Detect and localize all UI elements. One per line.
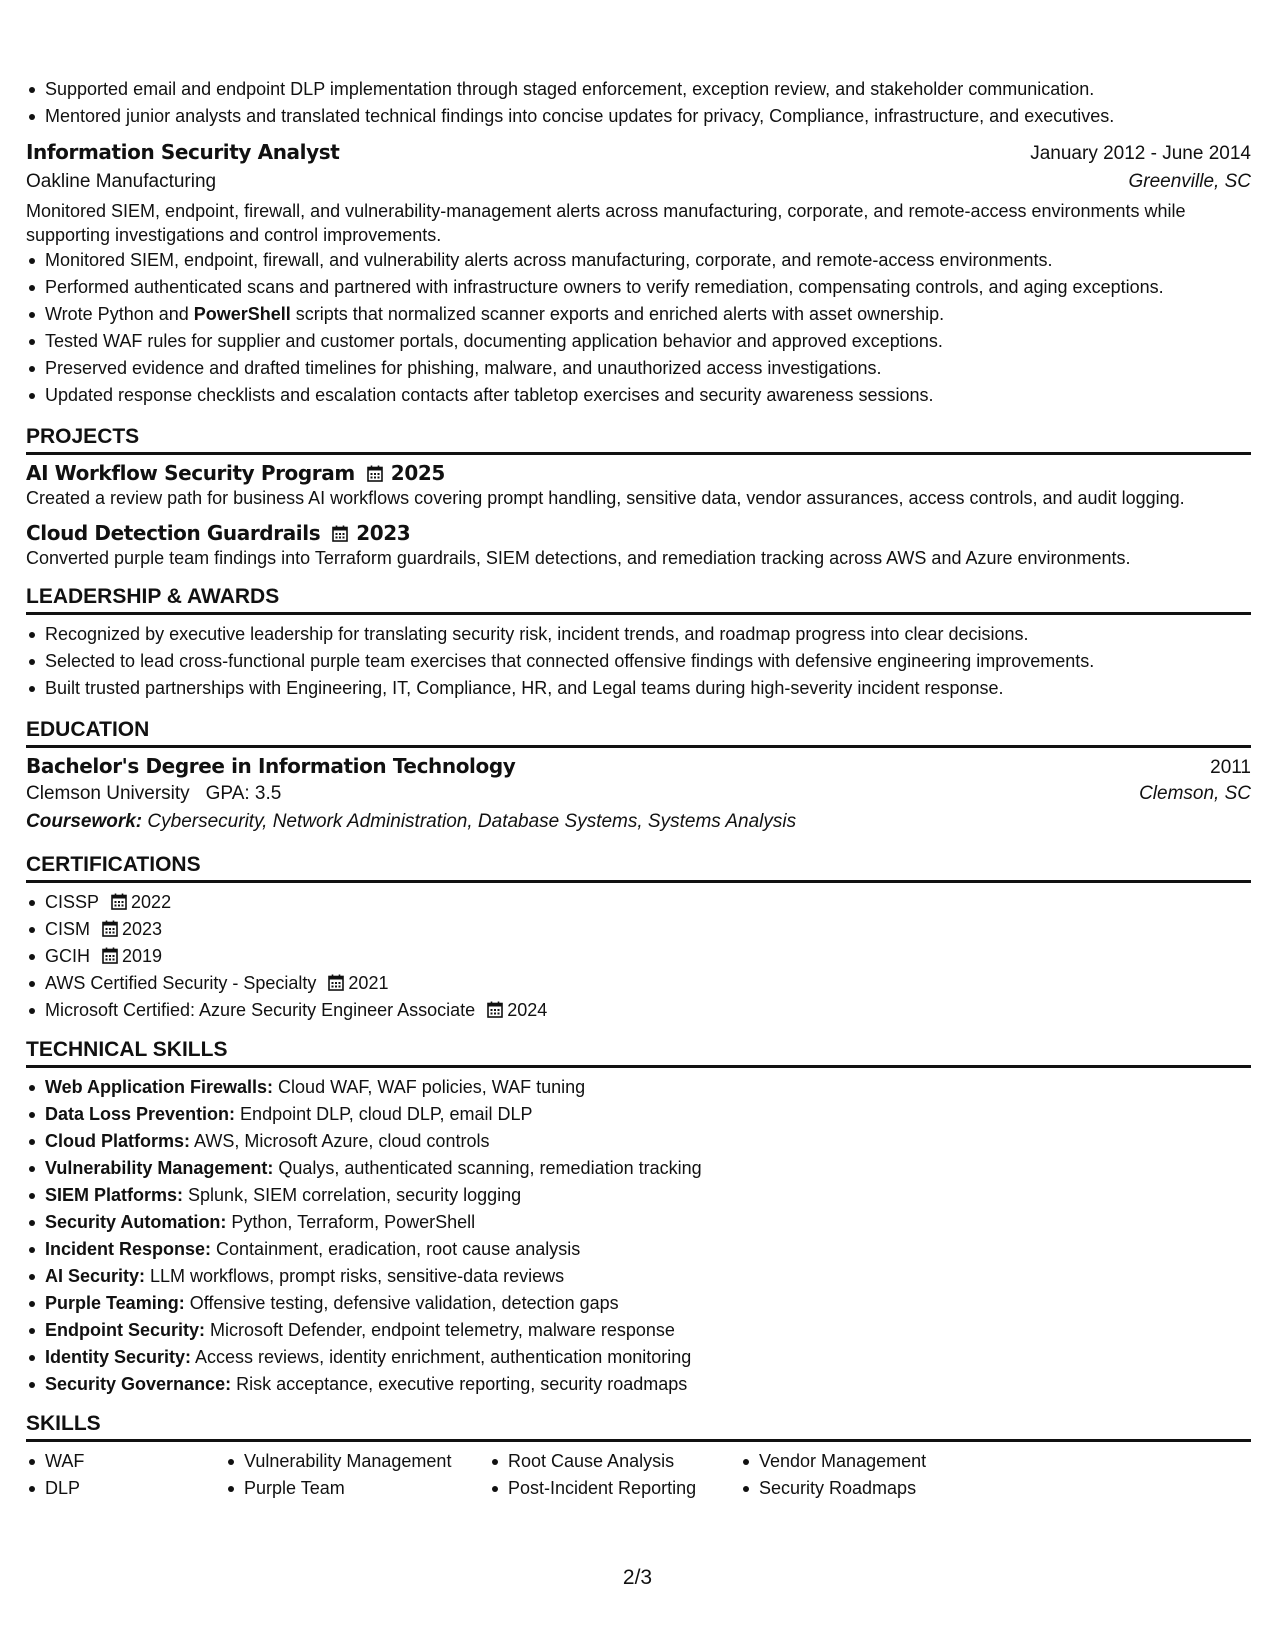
list-item xyxy=(26,1209,1251,1236)
degree-title: Bachelor's Degree in Information Technology xyxy=(26,754,516,778)
cert-year: 2024 xyxy=(507,1000,548,1020)
job-title: Information Security Analyst xyxy=(26,140,340,164)
cert-name: CISSP xyxy=(45,892,100,912)
skill-values: Python, Terraform, PowerShell xyxy=(226,1212,476,1232)
skills-grid xyxy=(26,1448,1251,1502)
job-summary: Monitored SIEM, endpoint, firewall, and vulnerability-management alerts across manufacturing, corporate, and remote-access environments while supporting investigations and control improvements. xyxy=(26,201,1186,245)
cert-year: 2022 xyxy=(131,892,172,912)
coursework xyxy=(26,811,1251,833)
calendar-icon xyxy=(487,1001,503,1018)
technical-skills-section xyxy=(26,1038,1251,1398)
list-item: Purple Team xyxy=(225,1475,489,1502)
list-item xyxy=(26,1236,1251,1263)
cert-year: 2023 xyxy=(122,919,163,939)
section-heading: EDUCATION xyxy=(26,718,1251,748)
list-item xyxy=(26,1128,1251,1155)
section-heading: TECHNICAL SKILLS xyxy=(26,1038,1251,1068)
skill-category: Purple Teaming: xyxy=(45,1293,185,1313)
list-item: Security Roadmaps xyxy=(740,1475,980,1502)
section-heading: LEADERSHIP & AWARDS xyxy=(26,585,1251,615)
list-item xyxy=(26,1317,1251,1344)
job-entry xyxy=(26,140,1251,409)
skill-category: Identity Security: xyxy=(45,1347,192,1367)
project-year: 2025 xyxy=(390,461,445,485)
list-item xyxy=(26,889,1251,916)
list-item xyxy=(26,970,1251,997)
skill-values: Endpoint DLP, cloud DLP, email DLP xyxy=(235,1104,533,1124)
list-item xyxy=(26,1371,1251,1398)
skill-category: Vulnerability Management: xyxy=(45,1158,274,1178)
list-item xyxy=(26,301,1251,328)
job-company: Oakline Manufacturing xyxy=(26,171,217,192)
list-item: Root Cause Analysis xyxy=(489,1448,740,1475)
list-item xyxy=(26,1344,1251,1371)
coursework-list: Cybersecurity, Network Administration, Database Systems, Systems Analysis xyxy=(147,811,797,832)
technical-skills-list xyxy=(26,1074,1251,1398)
project-title: Cloud Detection Guardrails xyxy=(26,521,321,545)
resume-page xyxy=(26,76,1251,1502)
skill-values: Containment, eradication, root cause analysis xyxy=(211,1239,581,1259)
job-header xyxy=(26,140,1251,165)
list-item: Updated response checklists and escalation contacts after tabletop exercises and security awareness sessions. xyxy=(26,382,1251,409)
calendar-icon xyxy=(332,525,348,542)
job-dates: January 2012 - June 2014 xyxy=(1030,143,1251,164)
leadership-list xyxy=(26,621,1251,702)
calendar-icon xyxy=(111,893,127,910)
job-location: Greenville, SC xyxy=(1128,171,1251,192)
list-item xyxy=(26,1101,1251,1128)
certifications-list xyxy=(26,889,1251,1024)
skill-values: Access reviews, identity enrichment, authentication monitoring xyxy=(191,1347,692,1367)
skills-column xyxy=(26,1448,225,1502)
list-item: Selected to lead cross-functional purple team exercises that connected offensive findings with defensive engineering improvements. xyxy=(26,648,1251,675)
list-item: Vulnerability Management xyxy=(225,1448,489,1475)
skill-values: Risk acceptance, executive reporting, security roadmaps xyxy=(231,1374,688,1394)
education-subheader xyxy=(26,783,1251,805)
cert-name: CISM xyxy=(45,919,90,939)
section-heading: CERTIFICATIONS xyxy=(26,853,1251,883)
coursework-label: Coursework: xyxy=(26,811,143,832)
school-name: Clemson University xyxy=(26,783,190,804)
skill-category: Cloud Platforms: xyxy=(45,1131,191,1151)
certifications-section xyxy=(26,853,1251,1024)
school-location: Clemson, SC xyxy=(1139,783,1251,804)
skill-category: Incident Response: xyxy=(45,1239,212,1259)
project-title-row xyxy=(26,461,1251,485)
project-title-row xyxy=(26,521,1251,545)
list-item: Recognized by executive leadership for translating security risk, incident trends, and roadmap progress into clear decisions. xyxy=(26,621,1251,648)
project-item xyxy=(26,461,1251,511)
skill-values: Qualys, authenticated scanning, remediation tracking xyxy=(273,1158,702,1178)
skill-category: Security Automation: xyxy=(45,1212,227,1232)
skills-section xyxy=(26,1412,1251,1502)
job-bullets xyxy=(26,247,1251,409)
skill-category: Security Governance: xyxy=(45,1374,232,1394)
previous-role-bullets xyxy=(26,76,1251,130)
bullet-text: scripts that normalized scanner exports and enriched alerts with asset ownership. xyxy=(290,304,945,324)
skill-values: Offensive testing, defensive validation, detection gaps xyxy=(184,1293,619,1313)
list-item xyxy=(26,997,1251,1024)
graduation-year: 2011 xyxy=(1210,757,1251,778)
project-year: 2023 xyxy=(356,521,411,545)
list-item: Mentored junior analysts and translated technical findings into concise updates for privacy, Compliance, infrastructure, and executives. xyxy=(26,103,1251,130)
cert-year: 2021 xyxy=(348,973,389,993)
section-heading: SKILLS xyxy=(26,1412,1251,1442)
list-item: Tested WAF rules for supplier and customer portals, documenting application behavior and approved exceptions. xyxy=(26,328,1251,355)
skills-column xyxy=(489,1448,740,1502)
calendar-icon xyxy=(102,920,118,937)
list-item: Post-Incident Reporting xyxy=(489,1475,740,1502)
bullet-bold-text: PowerShell xyxy=(193,304,291,324)
list-item xyxy=(26,1263,1251,1290)
project-description: Created a review path for business AI workflows covering prompt handling, sensitive data, vendor assurances, access controls, and audit logging. xyxy=(26,488,1185,508)
project-description: Converted purple team findings into Terraform guardrails, SIEM detections, and remediation tracking across AWS and Azure environments. xyxy=(26,548,1131,568)
cert-name: GCIH xyxy=(45,946,90,966)
calendar-icon xyxy=(328,974,344,991)
bullet-text: Wrote Python and xyxy=(45,304,194,324)
skills-column xyxy=(740,1448,980,1502)
list-item xyxy=(26,1182,1251,1209)
calendar-icon xyxy=(367,465,383,482)
skill-values: Microsoft Defender, endpoint telemetry, malware response xyxy=(205,1320,675,1340)
education-section xyxy=(26,718,1251,833)
list-item xyxy=(26,1155,1251,1182)
cert-name: Microsoft Certified: Azure Security Engineer Associate xyxy=(45,1000,476,1020)
skill-category: SIEM Platforms: xyxy=(45,1185,184,1205)
section-heading: PROJECTS xyxy=(26,425,1251,455)
project-title: AI Workflow Security Program xyxy=(26,461,355,485)
skill-category: Endpoint Security: xyxy=(45,1320,206,1340)
cert-name: AWS Certified Security - Specialty xyxy=(45,973,317,993)
list-item: WAF xyxy=(26,1448,225,1475)
projects-section xyxy=(26,425,1251,571)
list-item xyxy=(26,1074,1251,1101)
list-item: DLP xyxy=(26,1475,225,1502)
calendar-icon xyxy=(102,947,118,964)
leadership-section xyxy=(26,585,1251,702)
skill-values: LLM workflows, prompt risks, sensitive-data reviews xyxy=(145,1266,565,1286)
page-indicator: 2/3 xyxy=(622,1566,653,1589)
skill-values: AWS, Microsoft Azure, cloud controls xyxy=(190,1131,490,1151)
cert-year: 2019 xyxy=(122,946,163,966)
skills-column xyxy=(225,1448,489,1502)
skill-values: Cloud WAF, WAF policies, WAF tuning xyxy=(273,1077,586,1097)
list-item xyxy=(26,1290,1251,1317)
skill-category: Web Application Firewalls: xyxy=(45,1077,274,1097)
list-item xyxy=(26,943,1251,970)
project-item xyxy=(26,521,1251,571)
list-item: Supported email and endpoint DLP implementation through staged enforcement, exception review, and stakeholder communication. xyxy=(26,76,1251,103)
school-line xyxy=(26,783,281,805)
list-item: Performed authenticated scans and partnered with infrastructure owners to verify remediation, compensating controls, and aging exceptions. xyxy=(26,274,1251,301)
list-item: Vendor Management xyxy=(740,1448,980,1475)
gpa: GPA: 3.5 xyxy=(205,783,282,804)
job-subheader xyxy=(26,171,1251,193)
skill-category: AI Security: xyxy=(45,1266,146,1286)
skill-values: Splunk, SIEM correlation, security logging xyxy=(183,1185,522,1205)
education-header xyxy=(26,754,1251,779)
list-item: Monitored SIEM, endpoint, firewall, and vulnerability alerts across manufacturing, corporate, and remote-access environments. xyxy=(26,247,1251,274)
skill-category: Data Loss Prevention: xyxy=(45,1104,236,1124)
list-item: Built trusted partnerships with Engineering, IT, Compliance, HR, and Legal teams during high-severity incident response. xyxy=(26,675,1251,702)
list-item xyxy=(26,916,1251,943)
list-item: Preserved evidence and drafted timelines for phishing, malware, and unauthorized access investigations. xyxy=(26,355,1251,382)
